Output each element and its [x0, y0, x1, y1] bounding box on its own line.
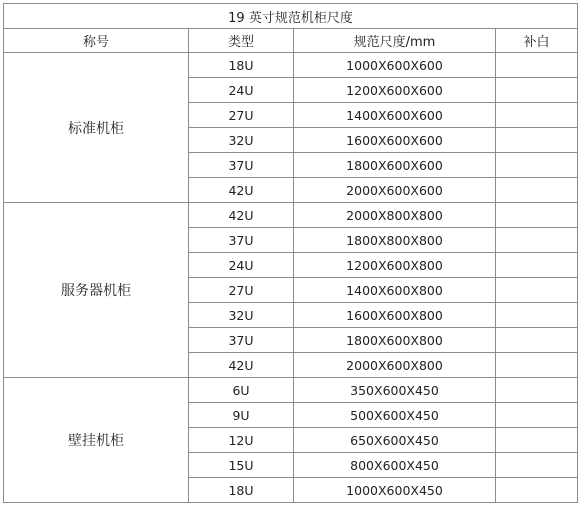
- note-cell: [496, 378, 578, 403]
- type-cell: 18U: [189, 53, 294, 78]
- type-cell: 9U: [189, 403, 294, 428]
- note-cell: [496, 303, 578, 328]
- type-cell: 42U: [189, 203, 294, 228]
- size-cell: 1400X600X800: [294, 278, 496, 303]
- title-row: [4, 4, 578, 29]
- size-cell: 650X600X450: [294, 428, 496, 453]
- size-cell: 350X600X450: [294, 378, 496, 403]
- type-cell: 27U: [189, 278, 294, 303]
- size-cell: 1800X600X600: [294, 153, 496, 178]
- note-cell: [496, 203, 578, 228]
- note-cell: [496, 428, 578, 453]
- group-name-cell: 服务器机柜: [4, 203, 189, 378]
- type-cell: 12U: [189, 428, 294, 453]
- type-cell: 6U: [189, 378, 294, 403]
- type-cell: 37U: [189, 228, 294, 253]
- size-cell: 1000X600X600: [294, 53, 496, 78]
- size-cell: 2000X600X800: [294, 353, 496, 378]
- note-cell: [496, 178, 578, 203]
- note-cell: [496, 53, 578, 78]
- note-cell: [496, 228, 578, 253]
- type-cell: 32U: [189, 128, 294, 153]
- note-cell: [496, 478, 578, 503]
- header-name: 称号: [4, 29, 189, 53]
- note-cell: [496, 353, 578, 378]
- note-cell: [496, 128, 578, 153]
- size-cell: 1200X600X600: [294, 78, 496, 103]
- header-size: 规范尺度/mm: [294, 29, 496, 53]
- size-cell: 1000X600X450: [294, 478, 496, 503]
- group-name-cell: 壁挂机柜: [4, 378, 189, 503]
- size-cell: 1200X600X800: [294, 253, 496, 278]
- table-title: 19 英寸规范机柜尺度: [4, 4, 578, 29]
- size-cell: 500X600X450: [294, 403, 496, 428]
- header-type: 类型: [189, 29, 294, 53]
- table-row: [4, 203, 578, 228]
- type-cell: 27U: [189, 103, 294, 128]
- type-cell: 37U: [189, 153, 294, 178]
- note-cell: [496, 103, 578, 128]
- size-cell: 1600X600X600: [294, 128, 496, 153]
- size-cell: 1800X600X800: [294, 328, 496, 353]
- header-note: 补白: [496, 29, 578, 53]
- type-cell: 18U: [189, 478, 294, 503]
- note-cell: [496, 453, 578, 478]
- note-cell: [496, 328, 578, 353]
- size-cell: 1600X600X800: [294, 303, 496, 328]
- size-cell: 800X600X450: [294, 453, 496, 478]
- size-cell: 1800X800X800: [294, 228, 496, 253]
- type-cell: 24U: [189, 253, 294, 278]
- type-cell: 42U: [189, 353, 294, 378]
- size-cell: 1400X600X600: [294, 103, 496, 128]
- cabinet-spec-table: [3, 3, 578, 503]
- note-cell: [496, 153, 578, 178]
- group-name-cell: 标准机柜: [4, 53, 189, 203]
- note-cell: [496, 78, 578, 103]
- type-cell: 15U: [189, 453, 294, 478]
- size-cell: 2000X600X600: [294, 178, 496, 203]
- type-cell: 24U: [189, 78, 294, 103]
- table-body: [4, 4, 578, 503]
- type-cell: 32U: [189, 303, 294, 328]
- note-cell: [496, 403, 578, 428]
- note-cell: [496, 278, 578, 303]
- type-cell: 42U: [189, 178, 294, 203]
- header-row: [4, 29, 578, 53]
- size-cell: 2000X800X800: [294, 203, 496, 228]
- note-cell: [496, 253, 578, 278]
- table-row: [4, 378, 578, 403]
- type-cell: 37U: [189, 328, 294, 353]
- table-row: [4, 53, 578, 78]
